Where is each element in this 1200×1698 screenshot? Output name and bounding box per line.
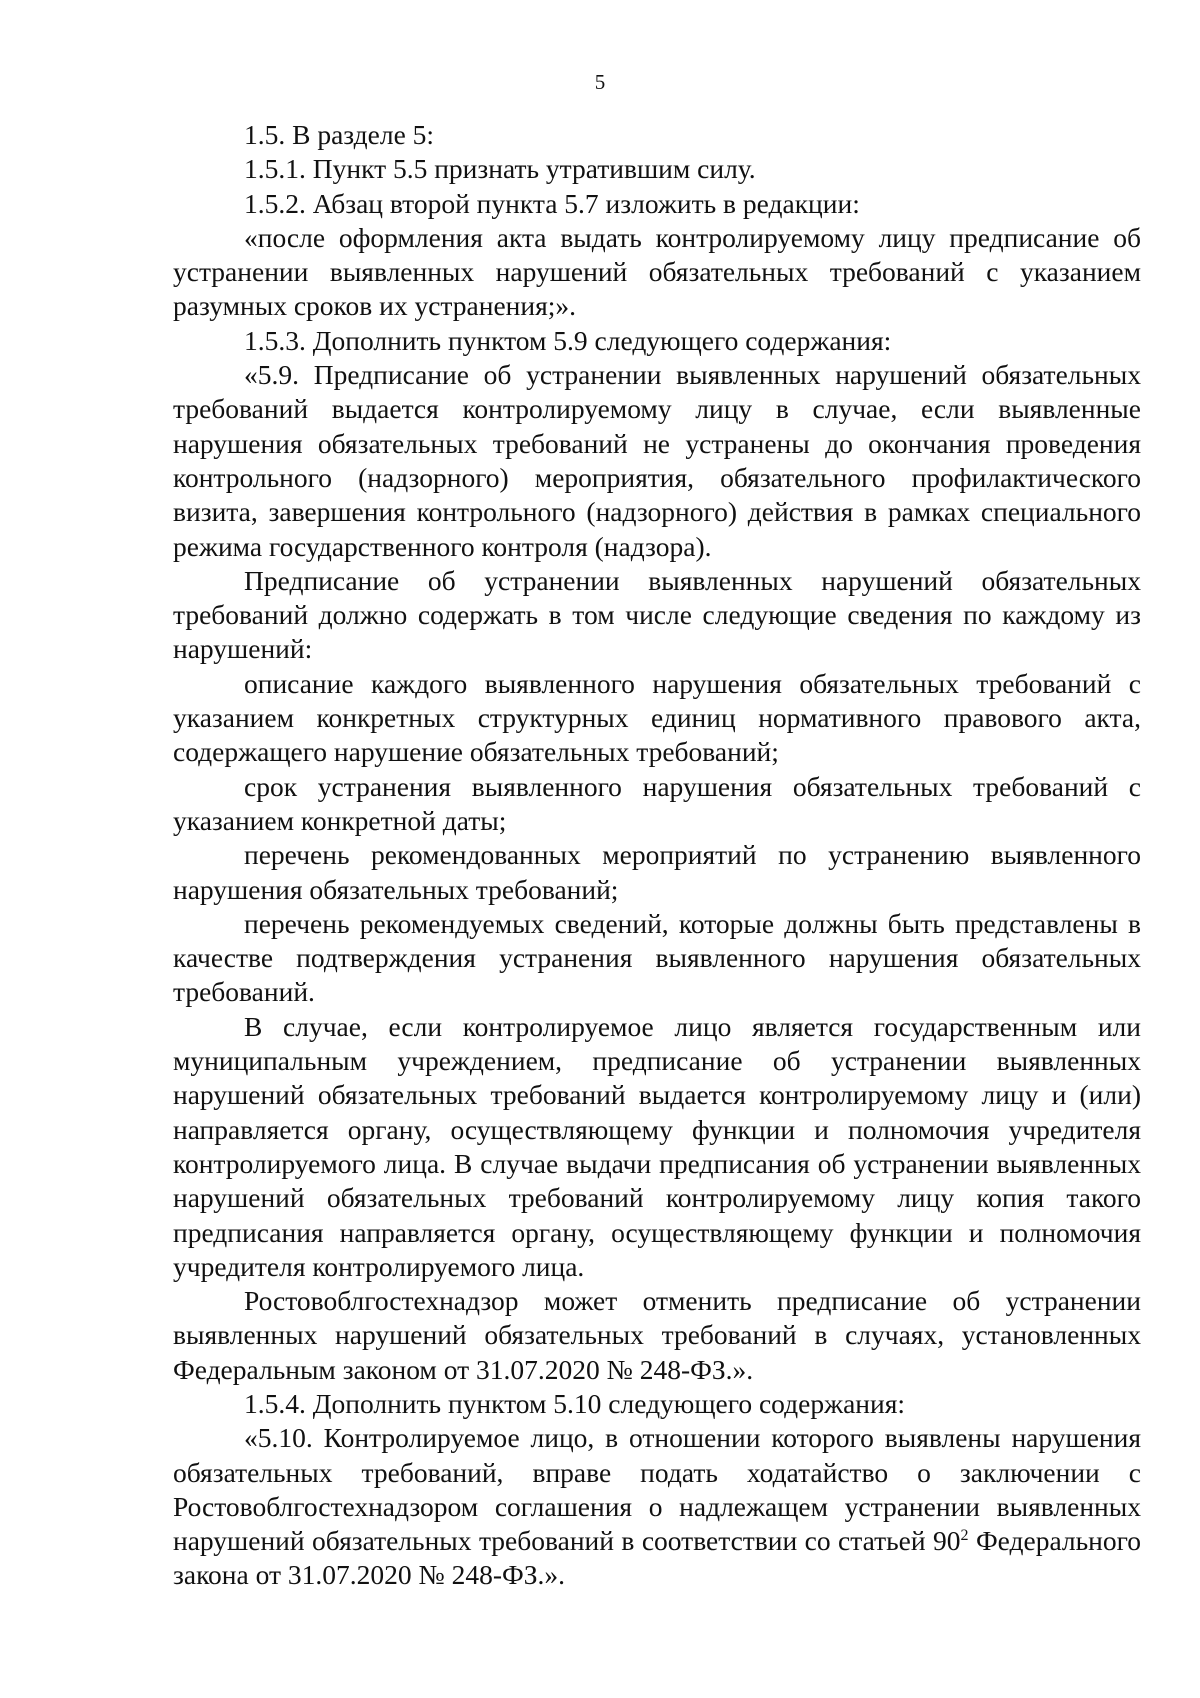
clause-1-5-4: 1.5.4. Дополнить пунктом 5.10 следующего содержания: (244, 1387, 905, 1419)
superscript: 2 (960, 1527, 969, 1545)
clause-5-10-end: Федерального закона от 31.07.2020 № 248-ФЗ.». (173, 1525, 1141, 1591)
state-institution-paragraph: В случае, если контролируемое лицо является государственным или муниципальным учреждением, предписание об устранении выявленных нарушений обязательных требований выдается контролируемому лицу и (или) направляется органу, осуществляющему функции и полномочия учредителя контролируемого лица. В случае выдачи предписания об устранении выявленных нарушений обязательных требований контролируемому лицу копия такого предписания направляется органу, осуществляющему функции и полномочия учредителя контролируемого лица. (173, 1010, 1141, 1282)
cancellation-paragraph: Ростовоблгостехнадзор может отменить предписание об устранении выявленных нарушений обязательных требований в случаях, установленных Федеральным законом от 31.07.2020 № 248-ФЗ.». (173, 1285, 1141, 1385)
list-item-deadline: срок устранения выявленного нарушения обязательных требований с указанием конкретной даты; (173, 770, 1141, 836)
clause-1-5-2-text: «после оформления акта выдать контролируемому лицу предписание об устранении выявленных нарушений обязательных требований с указанием разумных сроков их устранения;». (173, 221, 1141, 322)
clause-5-10-main: «5.10. Контролируемое лицо, в отношении которого выявлены нарушения обязательных требований, вправе подать ходатайство о заключении с Ростовоблгостехнадзором соглашения о надлежащем устранении выявленных нарушений обязательных требований в соответствии со статьей 90 (173, 1422, 1141, 1557)
clause-1-5-3: 1.5.3. Дополнить пунктом 5.9 следующего содержания: (244, 324, 892, 356)
clause-5-10-text (173, 1421, 1141, 1592)
list-item-description: описание каждого выявленного нарушения обязательных требований с указанием конкретных структурных единиц нормативного правового акта, содержащего нарушение обязательных требований; (173, 667, 1141, 768)
section-heading: 1.5. В разделе 5: (244, 119, 435, 150)
clause-1-5-2: 1.5.2. Абзац второй пункта 5.7 изложить в редакции: (244, 187, 860, 219)
document-body (173, 118, 1141, 1593)
list-item-evidence: перечень рекомендуемых сведений, которые должны быть представлены в качестве подтверждения устранения выявленного нарушения обязательных требований. (173, 907, 1141, 1008)
prescription-content-paragraph: Предписание об устранении выявленных нарушений обязательных требований должно содержать в том числе следующие сведения по каждому из нарушений: (173, 564, 1141, 665)
page-number: 5 (594, 70, 606, 94)
clause-5-9-text: «5.9. Предписание об устранении выявленных нарушений обязательных требований выдается контролируемому лицу в случае, если выявленные нарушения обязательных требований не устранены до окончания проведения контрольного (надзорного) мероприятия, обязательного профилактического визита, завершения контрольного (надзорного) действия в рамках специального режима государственного контроля (надзора). (173, 359, 1141, 562)
clause-1-5-1: 1.5.1. Пункт 5.5 признать утратившим силу. (244, 153, 756, 185)
list-item-measures: перечень рекомендованных мероприятий по устранению выявленного нарушения обязательных требований; (173, 839, 1141, 905)
